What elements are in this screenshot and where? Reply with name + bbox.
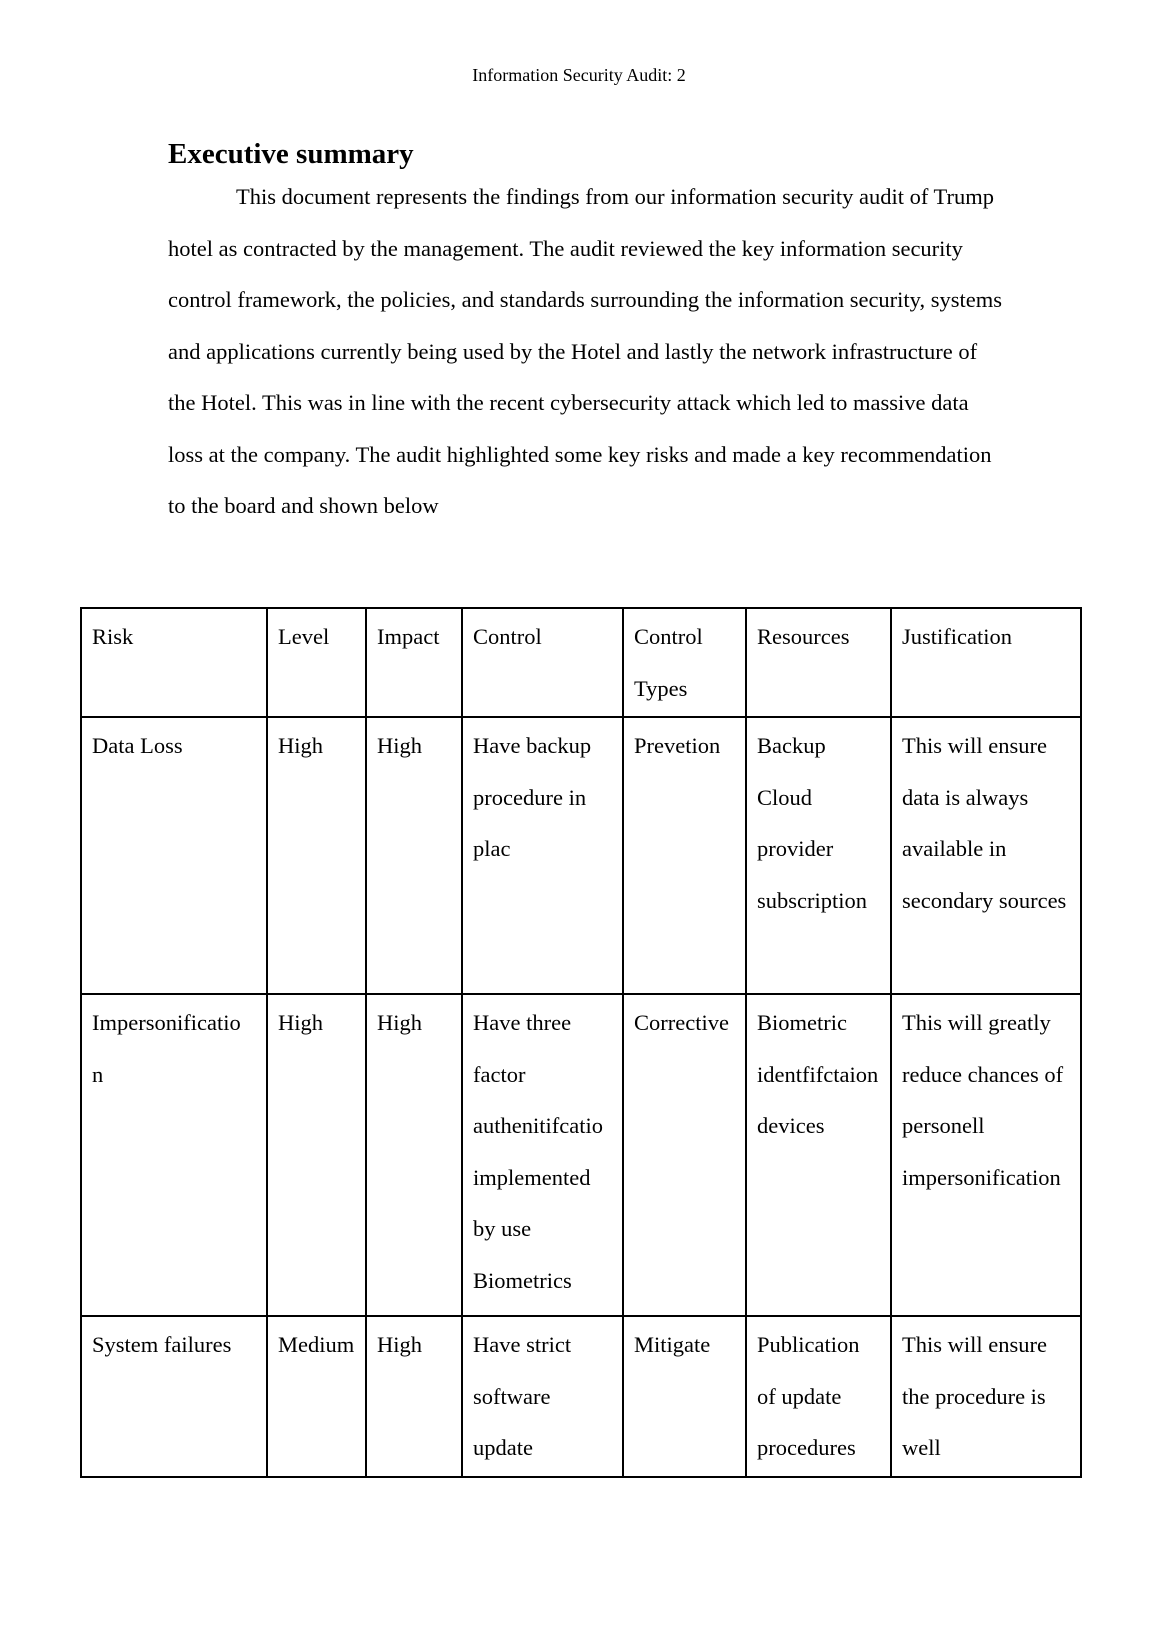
running-head: Information Security Audit: 2 <box>472 65 686 85</box>
control-type-cell: Prevetion <box>623 717 746 994</box>
resources-cell: Backup Cloud provider subscription <box>746 717 891 994</box>
control-cell: Have strict software update <box>462 1316 623 1477</box>
control-cell: Have backup procedure in plac <box>462 717 623 994</box>
document-body <box>168 137 1008 532</box>
column-header-justification: Justification <box>891 608 1081 717</box>
impact-cell: High <box>366 1316 462 1477</box>
risk-cell: Data Loss <box>81 717 267 994</box>
column-header-resources: Resources <box>746 608 891 717</box>
control-type-cell: Corrective <box>623 994 746 1316</box>
impact-cell: High <box>366 717 462 994</box>
column-header-impact: Impact <box>366 608 462 717</box>
resources-cell: Publication of update procedures <box>746 1316 891 1477</box>
resources-cell: Biometric identfifctaion devices <box>746 994 891 1316</box>
column-header-risk: Risk <box>81 608 267 717</box>
control-cell: Have three factor authenitifcatio implemented by use Biometrics <box>462 994 623 1316</box>
justification-cell: This will ensure data is always available in secondary sources <box>891 717 1081 994</box>
table-row <box>81 717 1081 994</box>
column-header-control-types: Control Types <box>623 608 746 717</box>
level-cell: High <box>267 717 366 994</box>
table-row <box>81 994 1081 1316</box>
page-title: Executive summary <box>168 138 414 170</box>
risk-cell: Impersonification <box>81 994 267 1316</box>
column-header-control: Control <box>462 608 623 717</box>
justification-cell: This will ensure the procedure is well <box>891 1316 1081 1477</box>
column-header-level: Level <box>267 608 366 717</box>
level-cell: Medium <box>267 1316 366 1477</box>
control-type-cell: Mitigate <box>623 1316 746 1477</box>
level-cell: High <box>267 994 366 1316</box>
impact-cell: High <box>366 994 462 1316</box>
table-row <box>81 1316 1081 1477</box>
risk-cell: System failures <box>81 1316 267 1477</box>
table-header-row <box>81 608 1081 717</box>
executive-summary-paragraph: This document represents the findings from our information security audit of Trump hotel as contracted by the management. The audit reviewed the key information security control framework, the policies, and standards surrounding the information security, systems and applications currently being used by the Hotel and lastly the network infrastructure of the Hotel. This was in line with the recent cybersecurity attack which led to massive data loss at the company. The audit highlighted some key risks and made a key recommendation to the board and shown below <box>168 184 1002 518</box>
risk-table <box>80 607 1082 1478</box>
justification-cell: This will greatly reduce chances of personell impersonification <box>891 994 1081 1316</box>
